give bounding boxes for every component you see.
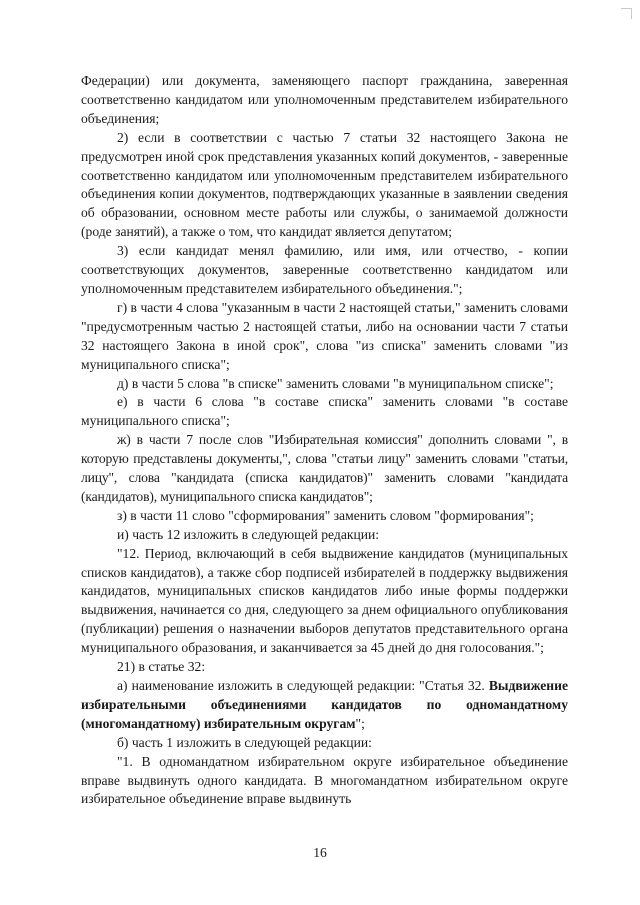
paragraph-item-zh: ж) в части 7 после слов "Избирательная комиссия" дополнить словами ", в которую представлены документы,", слова "статьи лицу" заменить словами "статьи, лицу", слова "кандидата (списка кандидатов)" заменить словами "кандидата (кандидатов), муниципального списка кандидатов"; bbox=[81, 432, 568, 504]
paragraph-item-a bbox=[81, 677, 568, 734]
paragraph-item-21: 21) в статье 32: bbox=[117, 659, 206, 675]
paragraph-item-d: д) в части 5 слова "в списке" заменить словами "в муниципальном списке"; bbox=[117, 375, 554, 391]
article-title-bold: Выдвижение избирательными объединениями кандидатов по одномандатному (многомандатному) избирательным округам bbox=[81, 678, 568, 731]
paragraph-item-2: 2) если в соответствии с частью 7 статьи 32 настоящего Закона не предусмотрен иной срок представления указанных копий документов, - заверенные соответственно кандидатом или уполномоченным представителем избирательного объединения копии документов, подтверждающих указанные в заявлении сведения об образовании, основном месте работы или службы, о занимаемой должности (роде занятий), а также о том, что кандидат является депутатом; bbox=[81, 129, 568, 240]
paragraph-item-e: е) в части 6 слова "в составе списка" заменить словами "в составе муниципального списка"; bbox=[81, 394, 568, 429]
item-a-suffix: "; bbox=[355, 715, 365, 731]
paragraph-item-3: 3) если кандидат менял фамилию, или имя, или отчество, - копии соответствующих документов, заверенные соответственно кандидатом или уполномоченным представителем избирательного объединения."; bbox=[81, 243, 568, 296]
paragraph-item-z: з) в части 11 слово "сформирования" заменить словом "формирования"; bbox=[117, 507, 534, 523]
paragraph-continuation: Федерации) или документа, заменяющего паспорт гражданина, заверенная соответственно кандидатом или уполномоченным представителем избирательного объединения; bbox=[81, 73, 568, 126]
page-number: 16 bbox=[313, 845, 327, 860]
scan-corner-mark bbox=[621, 8, 632, 19]
item-a-prefix: а) наименование изложить в следующей редакции: "Статья 32. bbox=[117, 678, 485, 693]
paragraph-part-12: "12. Период, включающий в себя выдвижение кандидатов (муниципальных списков кандидатов), а также сбор подписей избирателей в поддержку выдвижения кандидатов, муниципальных списков кандидатов либо иные формы поддержки выдвижения, начинается со дня, следующего за днем официального опубликования (публикации) решения о назначении выборов депутатов представительного органа муниципального образования, и заканчивается за 45 дней до дня голосования."; bbox=[81, 545, 568, 656]
paragraph-item-i: и) часть 12 изложить в следующей редакции: bbox=[117, 526, 380, 542]
paragraph-item-b: б) часть 1 изложить в следующей редакции: bbox=[117, 734, 372, 750]
paragraph-part-1: "1. В одномандатном избирательном округе избирательное объединение вправе выдвинуть одного кандидата. В многомандатном избирательном округе избирательное объединение вправе выдвинуть bbox=[81, 753, 568, 807]
paragraph-item-g: г) в части 4 слова "указанным в части 2 настоящей статьи," заменить словами "предусмотренным частью 2 настоящей статьи, либо на основании части 7 статьи 32 настоящего Закона в иной срок", слова "из списка" заменить словами "из муниципального списка"; bbox=[81, 299, 568, 372]
document-body bbox=[81, 72, 568, 809]
